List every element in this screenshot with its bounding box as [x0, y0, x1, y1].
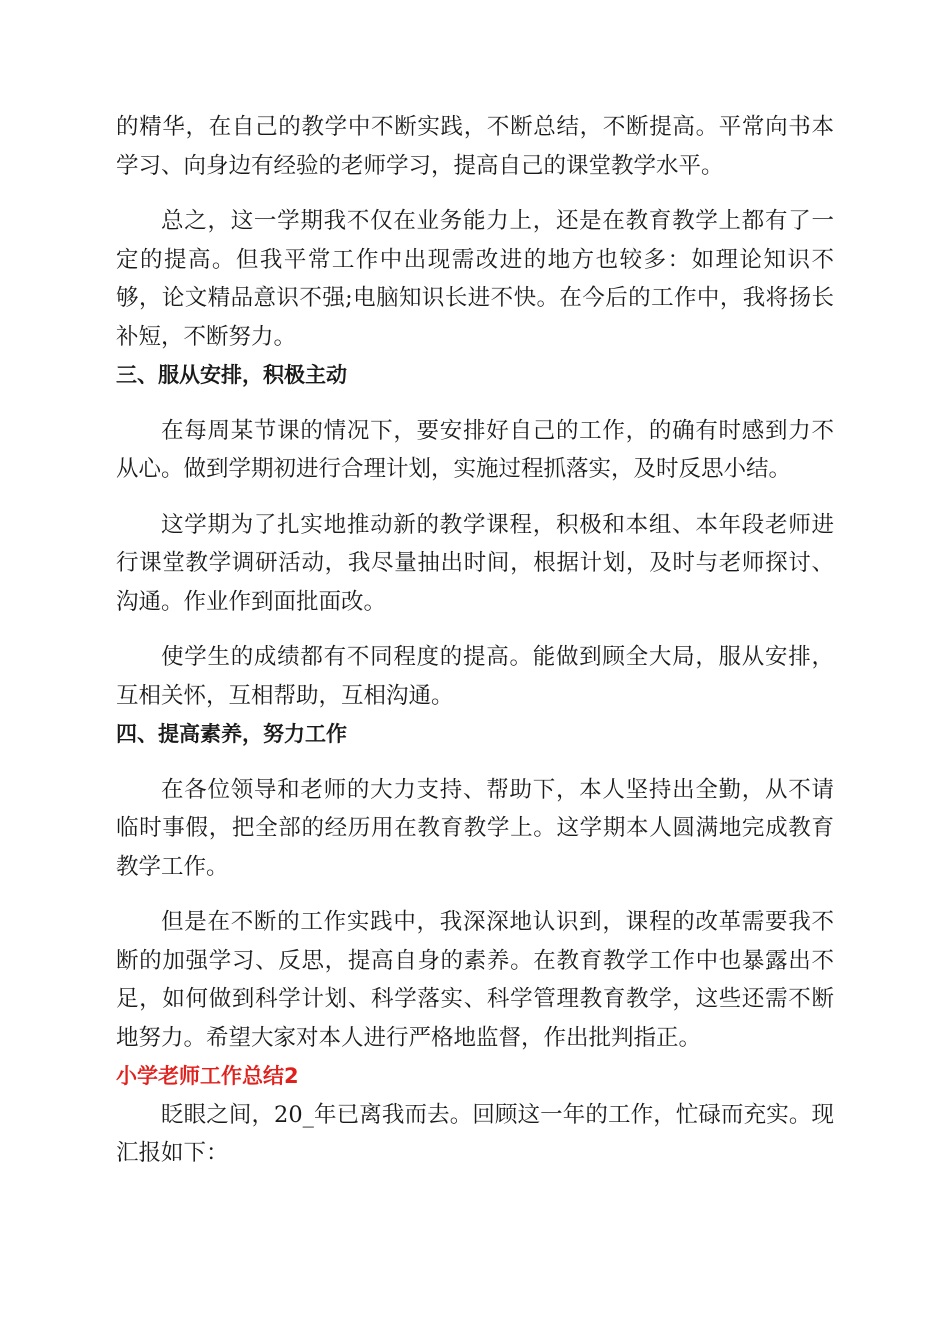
paragraph: 在各位领导和老师的大力支持、帮助下，本人坚持出全勤，从不请临时事假，把全部的经历用在教育教学上。这学期本人圆满地完成教育教学工作。: [116, 776, 834, 880]
paragraph: 但是在不断的工作实践中，我深深地认识到，课程的改革需要我不断的加强学习、反思，提高自身的素养。在教育教学工作中也暴露出不足，如何做到科学计划、科学落实、科学管理教育教学，这些还需不断地努力。希望大家对本人进行严格地监督，作出批判指正。: [116, 909, 834, 1051]
paragraph: 使学生的成绩都有不同程度的提高。能做到顾全大局，服从安排，互相关怀，互相帮助，互相沟通。: [116, 644, 834, 709]
article-title: 小学老师工作总结2: [116, 1064, 299, 1088]
paragraph-continuation: 的精华，在自己的教学中不断实践，不断总结，不断提高。平常向书本学习、向身边有经验的老师学习，提高自己的课堂教学水平。: [116, 114, 834, 179]
paragraph: 这学期为了扎实地推动新的教学课程，积极和本组、本年段老师进行课堂教学调研活动，我尽量抽出时间，根据计划，及时与老师探讨、沟通。作业作到面批面改。: [116, 511, 834, 615]
paragraph: 在每周某节课的情况下，要安排好自己的工作，的确有时感到力不从心。做到学期初进行合理计划，实施过程抓落实，及时反思小结。: [116, 417, 834, 482]
section-heading-3: 三、服从安排，积极主动: [116, 363, 347, 387]
paragraph-intro: 眨眼之间，20_年已离我而去。回顾这一年的工作，忙碌而充实。现汇报如下：: [116, 1101, 834, 1166]
document-body: [116, 108, 834, 1173]
paragraph-summary: 总之，这一学期我不仅在业务能力上，还是在教育教学上都有了一定的提高。但我平常工作中出现需改进的地方也较多：如理论知识不够，论文精品意识不强;电脑知识长进不快。在今后的工作中，我将扬长补短，不断努力。: [116, 208, 834, 350]
section-heading-4: 四、提高素养，努力工作: [116, 722, 347, 746]
